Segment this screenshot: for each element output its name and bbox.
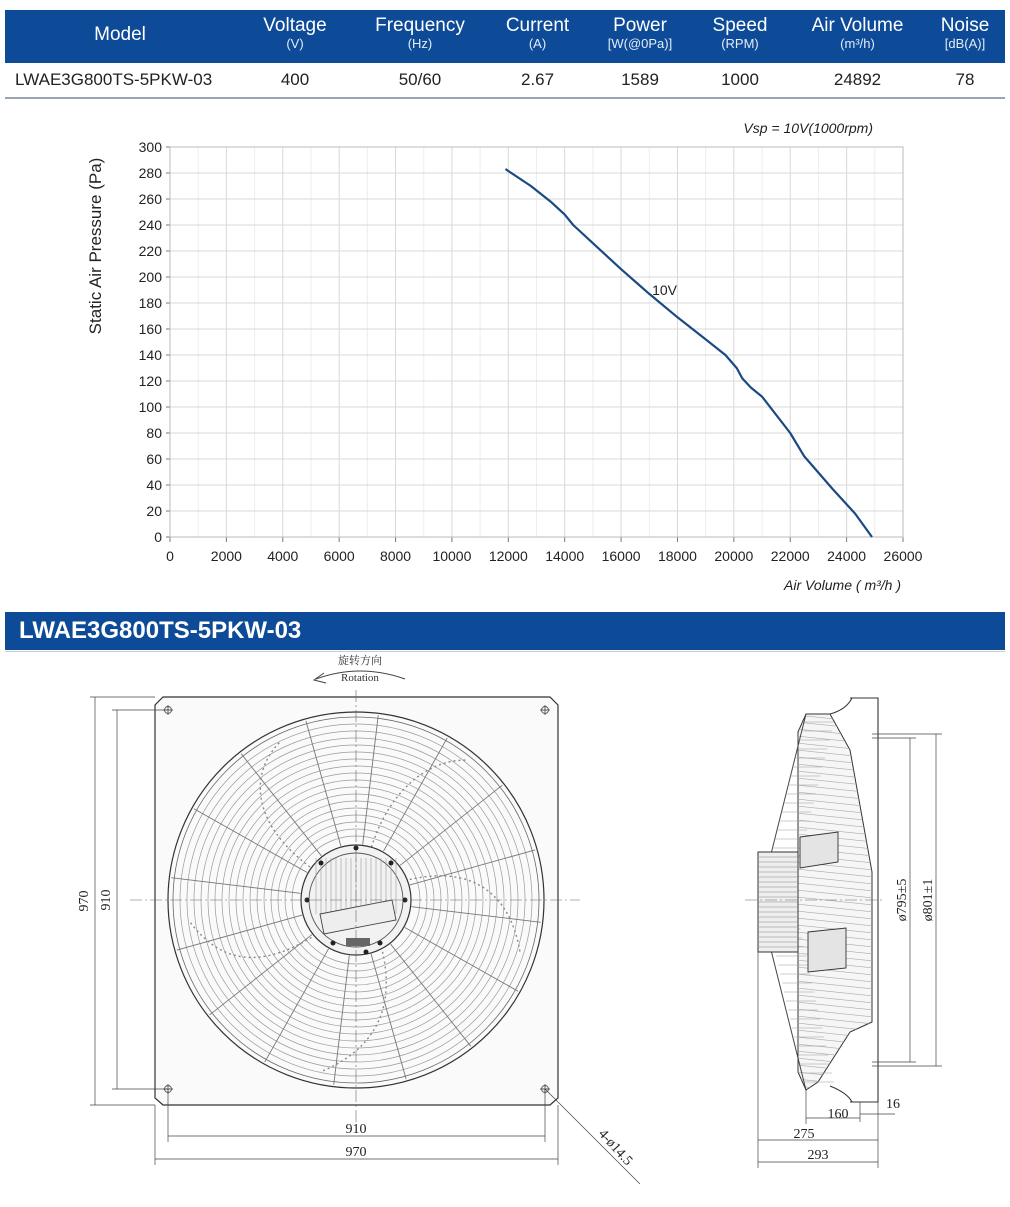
side-hatch-line <box>796 1093 874 1101</box>
dim-970-left: 970 <box>77 890 92 912</box>
y-tick-label: 280 <box>138 165 162 181</box>
y-tick-label: 180 <box>138 295 162 311</box>
dim-holes: 4-ø14.5 <box>595 1126 636 1169</box>
cell-noise: 78 <box>955 70 975 89</box>
x-tick-label: 6000 <box>323 548 355 564</box>
x-tick-label: 22000 <box>770 548 810 564</box>
dim-910-bottom: 910 <box>345 1122 367 1137</box>
header-voltage: Voltage (V) <box>263 15 327 51</box>
side-terminal-box <box>808 928 846 972</box>
cell-voltage: 400 <box>280 70 310 89</box>
cable-gland <box>346 938 370 946</box>
y-tick-label: 120 <box>138 373 162 389</box>
spec-table-header <box>5 10 1005 63</box>
dim-275: 275 <box>793 1127 815 1142</box>
header-frequency: Frequency (Hz) <box>375 15 465 51</box>
series-annotation: 10V <box>652 282 678 299</box>
rotation-indicator <box>314 653 405 684</box>
x-tick-label: 16000 <box>601 548 641 564</box>
dim-16: 16 <box>886 1097 900 1112</box>
chart-tick-labels <box>139 139 923 564</box>
y-tick-label: 100 <box>138 399 162 415</box>
cell-model: LWAE3G800TS-5PKW-03 <box>15 70 213 89</box>
dim-801: ø801±1 <box>921 878 936 922</box>
x-tick-label: 2000 <box>210 548 242 564</box>
chart-y-label: Static Air Pressure (Pa) <box>86 157 105 335</box>
header-noise: Noise [dB(A)] <box>940 15 990 51</box>
chart-x-label: Air Volume ( m³/h ) <box>784 577 901 593</box>
dim-293: 293 <box>807 1148 829 1163</box>
y-tick-label: 240 <box>138 217 162 233</box>
y-tick-label: 60 <box>146 451 162 467</box>
y-tick-label: 20 <box>146 503 162 519</box>
cell-frequency: 50/60 <box>398 70 442 89</box>
chart-axes <box>166 147 903 542</box>
series-line-10v <box>506 169 873 537</box>
x-tick-label: 24000 <box>827 548 867 564</box>
x-tick-label: 14000 <box>545 548 585 564</box>
x-tick-label: 0 <box>166 548 174 564</box>
x-tick-label: 26000 <box>883 548 923 564</box>
cell-air-volume: 24892 <box>833 70 882 89</box>
header-model: Model <box>94 24 146 45</box>
side-bracket-top <box>800 832 838 868</box>
rotation-en-label: Rotation <box>341 672 379 684</box>
front-view <box>130 690 580 1122</box>
chart-title: Vsp = 10V(1000rpm) <box>743 120 873 136</box>
rotation-cn-label: 旋转方向 <box>338 655 382 667</box>
dim-160: 160 <box>827 1107 849 1122</box>
y-tick-label: 220 <box>138 243 162 259</box>
x-tick-label: 8000 <box>379 548 412 564</box>
y-tick-label: 140 <box>138 347 162 363</box>
dim-795: ø795±5 <box>895 878 910 922</box>
side-view <box>745 698 885 1102</box>
technical-drawing <box>0 652 1010 1202</box>
model-title-bar <box>5 612 1005 650</box>
chart-series <box>506 169 873 537</box>
x-tick-label: 18000 <box>657 548 697 564</box>
y-tick-label: 200 <box>138 269 162 285</box>
chart-grid <box>170 147 903 537</box>
header-speed: Speed (RPM) <box>712 15 768 51</box>
header-air-volume: Air Volume (m³/h) <box>811 15 904 51</box>
chart-svg <box>5 100 1005 605</box>
x-tick-label: 10000 <box>432 548 472 564</box>
performance-chart <box>5 100 1005 605</box>
side-hatch-line <box>796 1086 874 1094</box>
header-power: Power [W(@0Pa)] <box>607 15 673 51</box>
cell-power: 1589 <box>621 70 659 89</box>
y-tick-label: 160 <box>138 321 162 337</box>
drawing-svg <box>0 652 1010 1202</box>
y-tick-label: 40 <box>146 477 162 493</box>
dim-910-left: 910 <box>99 889 114 911</box>
x-tick-label: 12000 <box>488 548 528 564</box>
header-current: Current (A) <box>505 15 570 51</box>
x-tick-label: 4000 <box>267 548 299 564</box>
cell-current: 2.67 <box>520 70 555 89</box>
x-tick-label: 20000 <box>714 548 754 564</box>
model-title: LWAE3G800TS-5PKW-03 <box>19 617 302 644</box>
side-impeller <box>798 714 872 1090</box>
y-tick-label: 300 <box>138 139 162 155</box>
spec-table-row <box>5 63 1005 99</box>
dim-970-bottom: 970 <box>345 1145 367 1160</box>
y-tick-label: 260 <box>138 191 162 207</box>
cell-speed: 1000 <box>721 70 759 89</box>
y-tick-label: 80 <box>146 425 162 441</box>
y-tick-label: 0 <box>154 529 162 545</box>
